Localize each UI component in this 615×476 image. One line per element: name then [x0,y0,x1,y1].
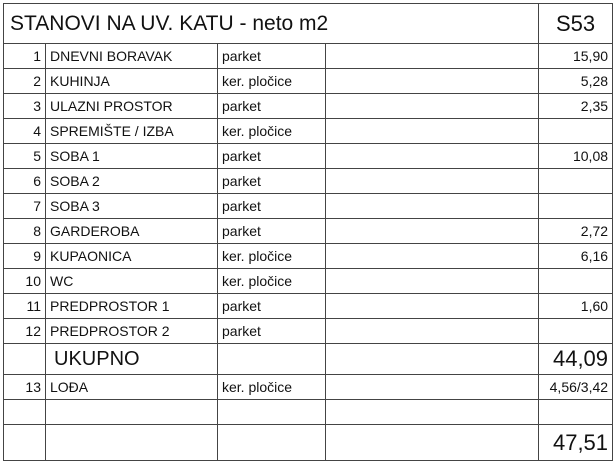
subtotal-number-cell [4,344,46,375]
empty-cell [326,400,539,425]
room-spacer [326,144,539,169]
loggia-number: 13 [4,375,46,400]
room-area [539,194,613,219]
room-spacer [326,244,539,269]
room-number: 3 [4,94,46,119]
room-name: SOBA 1 [46,144,218,169]
room-number: 1 [4,44,46,69]
room-flooring: parket [218,44,326,69]
room-name: PREDPROSTOR 1 [46,294,218,319]
room-area [539,119,613,144]
subtotal-row [4,344,613,375]
room-row [4,94,613,119]
room-name: SOBA 2 [46,169,218,194]
loggia-row [4,375,613,400]
room-spacer [326,119,539,144]
apartment-code: S53 [539,4,613,44]
room-flooring: parket [218,169,326,194]
room-spacer [326,294,539,319]
loggia-flooring: ker. pločice [218,375,326,400]
room-spacer [326,44,539,69]
table-header-row [4,4,613,44]
room-name: KUHINJA [46,69,218,94]
loggia-area: 4,56/3,42 [539,375,613,400]
room-flooring: parket [218,194,326,219]
room-flooring: parket [218,94,326,119]
room-number: 10 [4,269,46,294]
room-area: 2,72 [539,219,613,244]
room-area [539,269,613,294]
room-name: DNEVNI BORAVAK [46,44,218,69]
room-number: 7 [4,194,46,219]
room-area [539,169,613,194]
room-row [4,294,613,319]
room-spacer [326,194,539,219]
room-number: 5 [4,144,46,169]
subtotal-flooring-cell [218,344,326,375]
room-spacer [326,94,539,119]
room-flooring: ker. pločice [218,119,326,144]
room-number: 12 [4,319,46,344]
grand-total-number-cell [4,425,46,461]
room-row [4,169,613,194]
room-name: SPREMIŠTE / IZBA [46,119,218,144]
empty-cell [218,400,326,425]
room-name: GARDEROBA [46,219,218,244]
room-flooring: ker. pločice [218,69,326,94]
room-area [539,319,613,344]
room-flooring: parket [218,219,326,244]
empty-cell [4,400,46,425]
room-spacer [326,69,539,94]
empty-row [4,400,613,425]
room-row [4,69,613,94]
empty-cell [539,400,613,425]
room-name: PREDPROSTOR 2 [46,319,218,344]
room-name: SOBA 3 [46,194,218,219]
room-area: 15,90 [539,44,613,69]
subtotal-spacer [326,344,539,375]
grand-total-row [4,425,613,461]
room-number: 2 [4,69,46,94]
subtotal-label: UKUPNO [46,344,218,375]
room-number: 11 [4,294,46,319]
table-title: STANOVI NA UV. KATU - neto m2 [4,4,539,44]
room-area: 1,60 [539,294,613,319]
grand-total-flooring-cell [218,425,326,461]
apartment-area-table [3,3,613,461]
room-flooring: parket [218,294,326,319]
room-area: 2,35 [539,94,613,119]
grand-total-name-cell [46,425,218,461]
room-row [4,319,613,344]
loggia-name: LOĐA [46,375,218,400]
loggia-spacer [326,375,539,400]
room-row [4,269,613,294]
room-area: 10,08 [539,144,613,169]
grand-total-value: 47,51 [539,425,613,461]
room-flooring: ker. pločice [218,269,326,294]
room-name: ULAZNI PROSTOR [46,94,218,119]
room-spacer [326,219,539,244]
room-name: KUPAONICA [46,244,218,269]
room-area: 6,16 [539,244,613,269]
room-number: 6 [4,169,46,194]
room-spacer [326,169,539,194]
room-area: 5,28 [539,69,613,94]
room-row [4,119,613,144]
room-row [4,244,613,269]
room-row [4,219,613,244]
room-spacer [326,319,539,344]
room-flooring: ker. pločice [218,244,326,269]
empty-cell [46,400,218,425]
room-number: 9 [4,244,46,269]
room-name: WC [46,269,218,294]
room-row [4,194,613,219]
room-flooring: parket [218,144,326,169]
room-row [4,44,613,69]
grand-total-spacer [326,425,539,461]
room-number: 8 [4,219,46,244]
room-number: 4 [4,119,46,144]
subtotal-value: 44,09 [539,344,613,375]
room-flooring: parket [218,319,326,344]
room-spacer [326,269,539,294]
room-row [4,144,613,169]
